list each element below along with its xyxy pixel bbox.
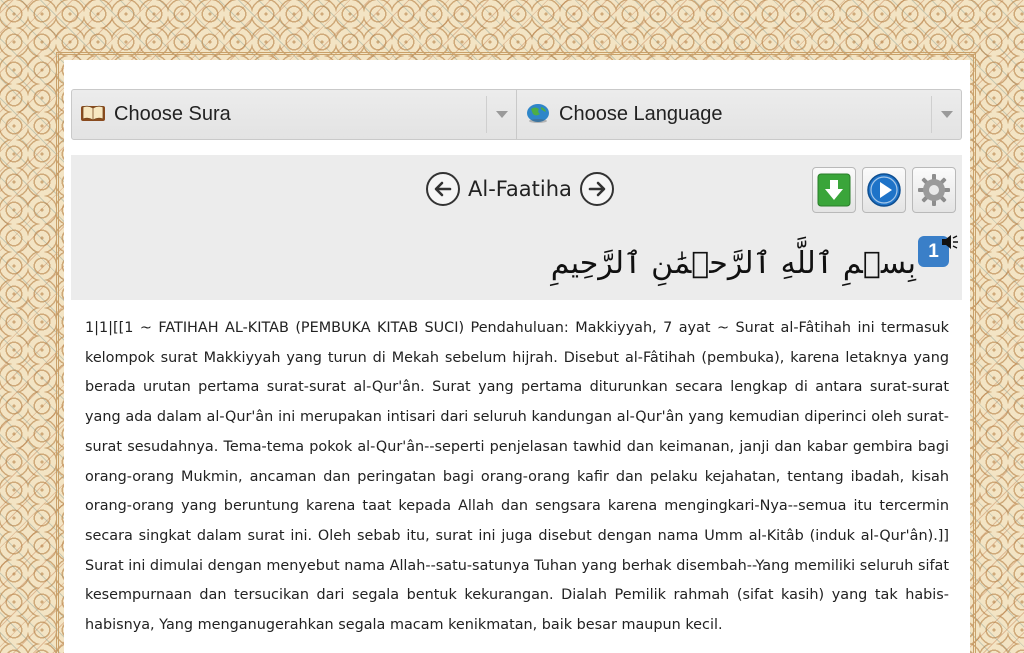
language-dropdown-toggle[interactable] [931,96,961,133]
chevron-down-icon [496,111,508,118]
verse-arabic-text: بِسۡمِ ٱللَّهِ ٱلرَّحۡمَٰنِ ٱلرَّحِيمِ [550,246,916,281]
sura-navigation [426,170,614,208]
book-icon [80,103,106,127]
previous-sura-button[interactable] [426,172,460,206]
download-icon [817,173,851,207]
selector-row [71,89,962,140]
settings-button[interactable] [912,167,956,213]
next-sura-button[interactable] [580,172,614,206]
arrow-right-icon [586,178,608,200]
sura-dropdown-toggle[interactable] [486,96,516,133]
arrow-left-icon [432,178,454,200]
sura-title: Al-Faatiha [468,177,572,201]
choose-sura-label: Choose Sura [114,103,231,125]
choose-language-dropdown[interactable] [517,89,962,140]
choose-language-label: Choose Language [559,103,723,125]
verse-number-badge: 1 [918,236,949,267]
gear-icon [916,172,952,208]
choose-sura-dropdown[interactable] [71,89,517,140]
download-button[interactable] [812,167,856,213]
play-button[interactable] [862,167,906,213]
chevron-down-icon [941,111,953,118]
speaker-icon[interactable] [940,233,960,255]
verse-translation: 1|1|[[1 ~ FATIHAH AL-KITAB (PEMBUKA KITAB SUCI) Pendahuluan: Makkiyyah, 7 ayat ~ Surat al-Fâtihah ini termasuk kelompok surat Makkiyyah yang turun di Mekah sebelum hijrah. Disebut al-Fâtihah (pembuka), karena letaknya yang berada urutan pertama surat-surat al-Qur'ân. Surat yang pertama diturunkan secara lengkap di antara surat-surat yang ada dalam al-Qur'ân ini merupakan intisari dari seluruh kandungan al-Qur'ân yang kemudian diperinci oleh surat-surat sesudahnya. Tema-tema pokok al-Qur'ân--seperti penjelasan tawhid dan keimanan, janji dan kabar gembira bagi orang-orang Mukmin, ancaman dan peringatan bagi orang-orang kafir dan pelaku kejahatan, tentang ibadah, kisah orang-orang yang beruntung karena taat kepada Allah dan sengsara karena mengingkari-Nya--semua itu tercermin secara singkat dalam surat ini. Oleh sebab itu, surat ini juga disebut dengan nama Umm al-Kitâb (induk al-Qur'ân).]] Surat ini dimulai dengan menyebut nama Allah--satu-satunya Tuhan yang berhak disembah--Yang memiliki seluruh sifat kesempurnaan dan tersucikan dari segala bentuk kekurangan. Dialah Pemilik rahmah (sifat kasih) yang tak habis-habisnya, Yang menganugerahkan segala macam kenikmatan, baik besar maupun kecil. [85,320,949,634]
play-icon [866,172,902,208]
globe-icon [525,102,551,128]
